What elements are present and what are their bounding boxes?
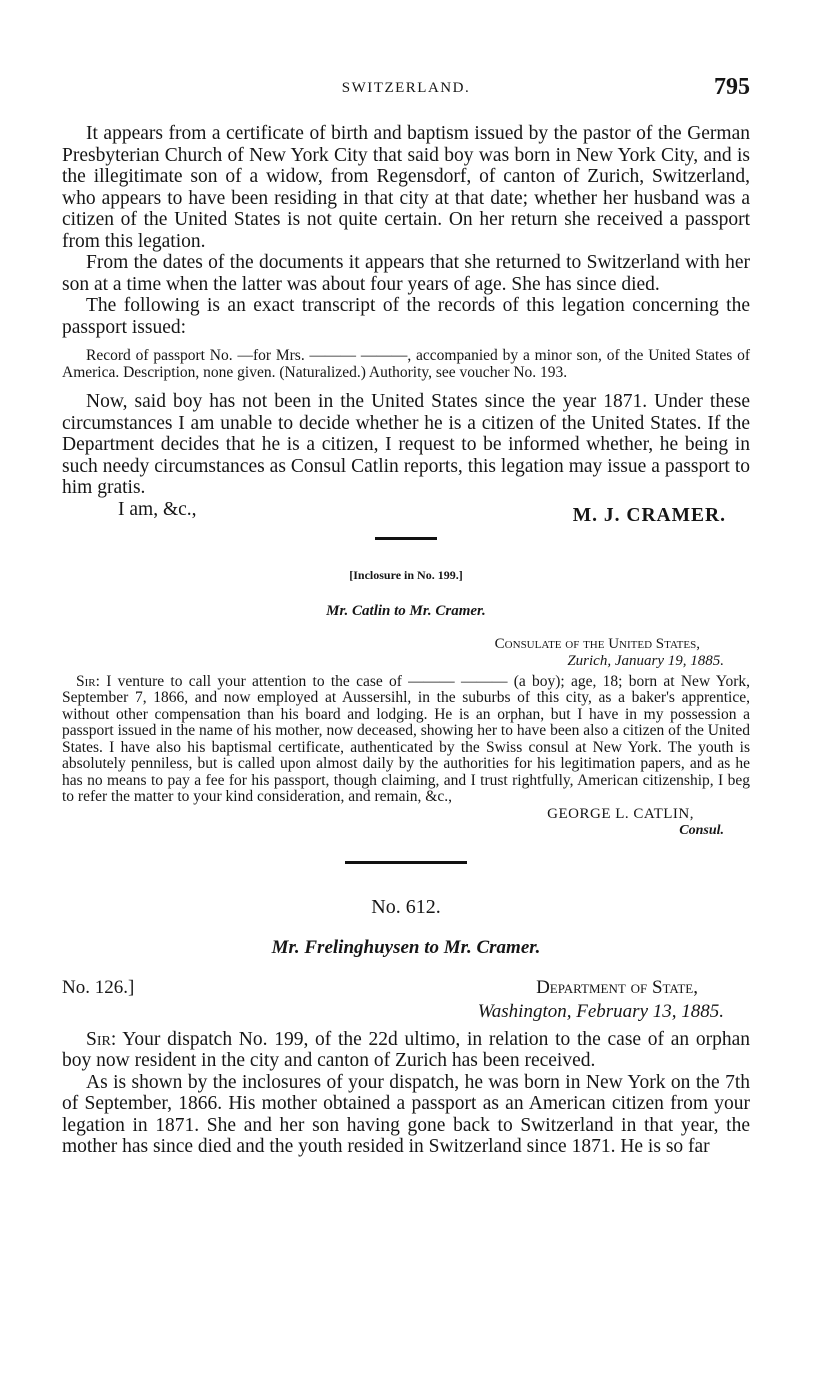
running-title: SWITZERLAND. [341, 80, 471, 96]
inclosure-signer-title: Consul. [679, 822, 724, 838]
section-divider [375, 537, 437, 540]
body-paragraph-2: From the dates of the documents it appears that she returned to Switzerland with her son at a time when the latter was about four years of age. She has since died. [62, 252, 750, 295]
body-paragraph-4: Now, said boy has not been in the United States since the year 1871. Under these circumstances I am unable to decide whether he is a citizen of the United States. If the Department decides that he is a citizen, I request to be informed whether, he being in such needy circumstances as Consul Catlin reports, this legation may issue a passport to him gratis. [62, 391, 750, 498]
document-paragraph-2: As is shown by the inclosures of your dispatch, he was born in New York on the 7th of September, 1866. His mother obtained a passport as an American citizen from your legation in 1871. She and her son having gone back to Switzerland in that year, the mother has since died and the youth resided in Switzerland since 1871. He is so far [62, 1071, 750, 1157]
document-page [62, 74, 750, 1158]
inclosure-date: Zurich, January 19, 1885. [567, 652, 724, 669]
inclosure-signer: GEORGE L. CATLIN, [547, 805, 694, 822]
inclosure-text [62, 674, 750, 806]
inclosure-body: I venture to call your attention to the case of ——— ——— (a boy); age, 18; born at New York, September 7, 1866, and now employed at Aussersihl, in the suburbs of this city, as a baker's apprentice, without other compensation than his board and lodging. He is an orphan, but I have in my possession a passport issued in the name of his mother, now deceased, showing her to have been also a citizen of the United States. I have also his baptismal certificate, authenticated by the Swiss consul at New York. The youth is absolutely penniless, but is called upon almost daily by the authorities for his legitimation papers, and as he has no means to pay a fee for his passport, though claiming, and I trust rightfully, American citizenship, I beg to refer the matter to your kind consideration, and remain, &c., [62, 672, 751, 805]
page-number: 795 [714, 74, 750, 100]
closing-row [62, 498, 750, 526]
signature: M. J. CRAMER. [572, 504, 726, 526]
document-address-row [62, 977, 750, 1001]
document-title: Mr. Frelinghuysen to Mr. Cramer. [271, 936, 541, 958]
document-ref: No. 126.] [62, 976, 135, 998]
inclosure-title: Mr. Catlin to Mr. Cramer. [326, 602, 486, 619]
document-number: No. 612. [371, 895, 441, 918]
document-paragraph-1-text: Your dispatch No. 199, of the 22d ultimo, in relation to the case of an orphan boy now resident in the city and canton of Zurich has been received. [62, 1028, 750, 1071]
body-paragraph-1: It appears from a certificate of birth and baptism issued by the pastor of the German Presbyterian Church of New York City that said boy was born in New York City, and is the illegitimate son of a widow, from Regensdorf, of canton of Zurich, Switzerland, who appears to have been residing in that city at that date; whether her husband was a citizen of the United States is not quite certain. On her return she received a passport from this legation. [62, 123, 750, 252]
inclosure-place: Consulate of the United States, [494, 635, 700, 652]
inclosure-label: [Inclosure in No. 199.] [349, 567, 463, 582]
document-salutation: Sir: [86, 1028, 117, 1050]
document-divider [345, 861, 467, 864]
passport-record: Record of passport No. —for Mrs. ——— ———, accompanied by a minor son, of the United States of America. Description, none given. (Naturalized.) Authority, see voucher No. 193. [62, 347, 750, 381]
closing: I am, &c., [118, 498, 197, 520]
document-date: Washington, February 13, 1885. [477, 1000, 724, 1022]
document-place: Department of State, [536, 976, 698, 998]
document-paragraph-1 [62, 1029, 750, 1072]
inclosure-salutation: Sir: [76, 672, 100, 690]
body-paragraph-3: The following is an exact transcript of the records of this legation concerning the passport issued: [62, 295, 750, 338]
page-header [62, 74, 750, 104]
